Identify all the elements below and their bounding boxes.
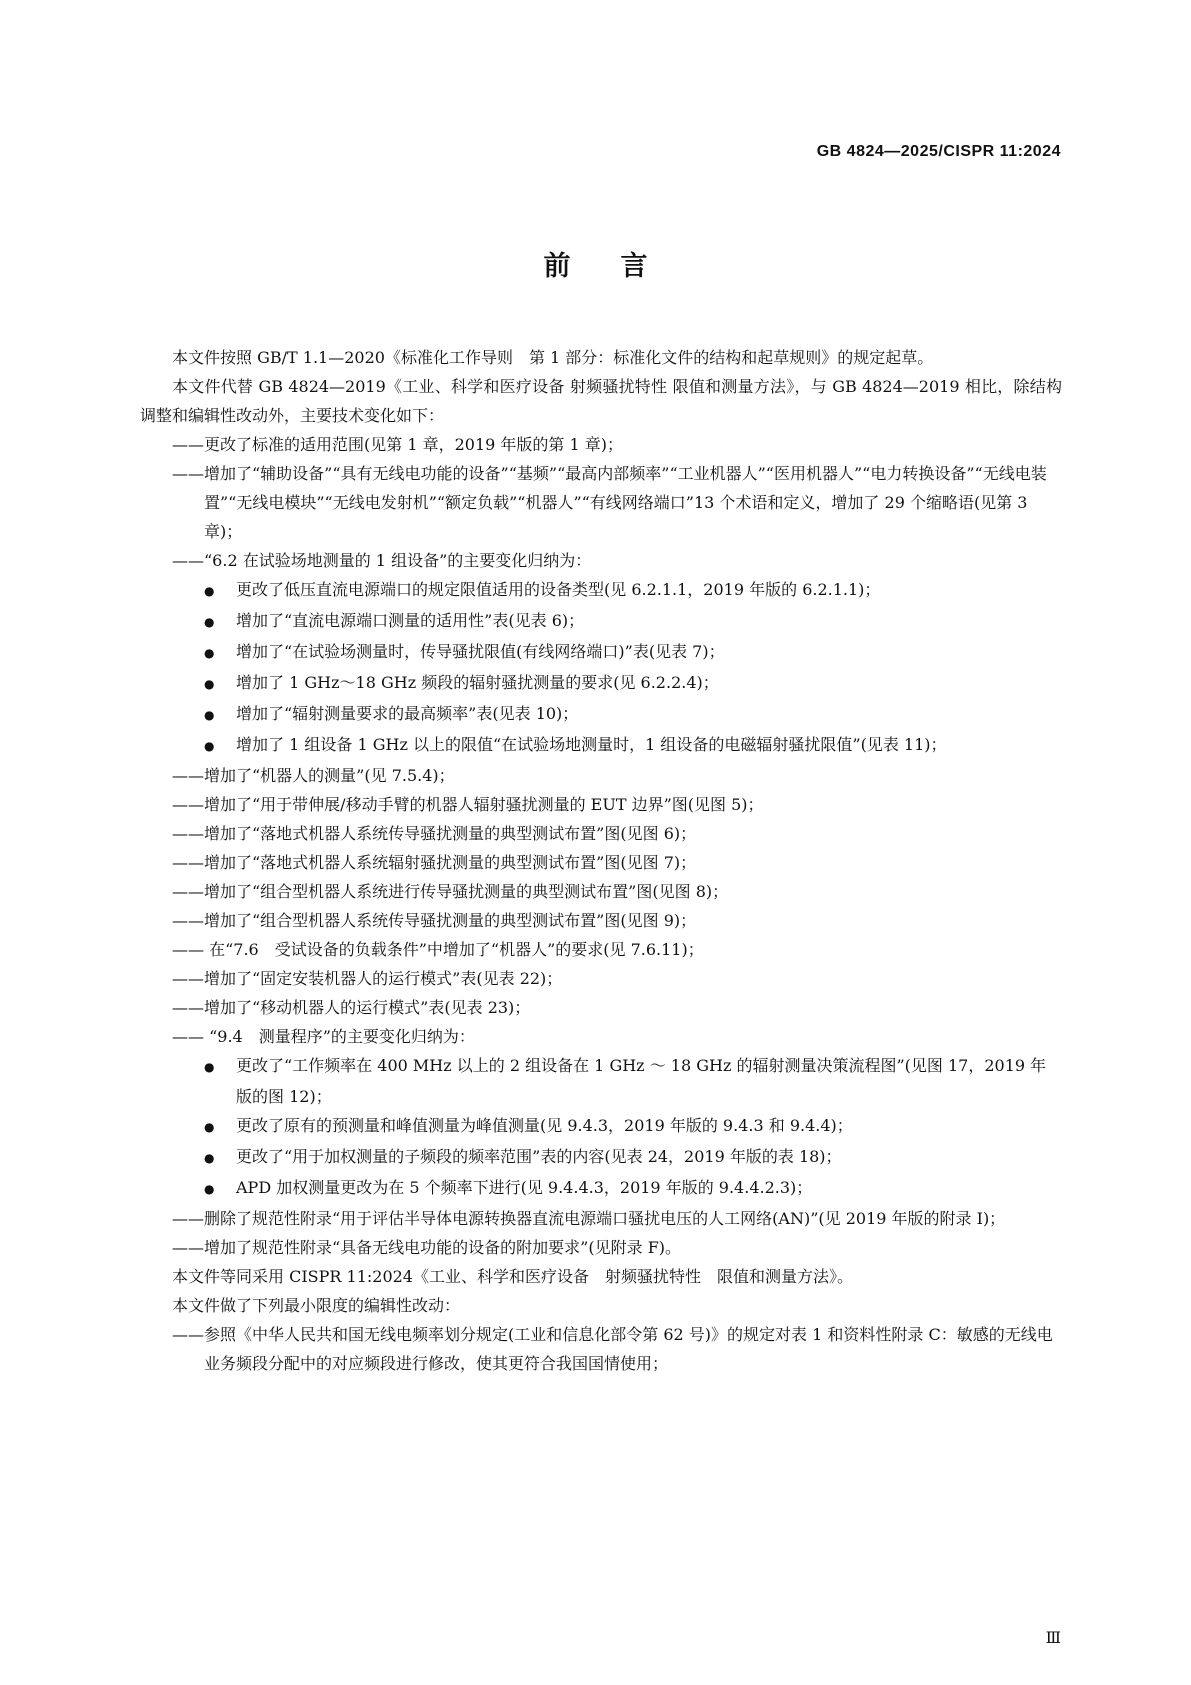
- dash-item: ——增加了“辅助设备”“具有无线电功能的设备”“基频”“最高内部频率”“工业机器人”“医用机器人”“电力转换设备”“无线电装置”“无线电模块”“无线电发射机”“额定负载”“机器人”“有线网络端口”13 个术语和定义，增加了 29 个缩略语(见第 3 章)；: [140, 459, 1062, 546]
- dash-item: —— “9.4 测量程序”的主要变化归纳为：: [140, 1022, 1062, 1051]
- bullet-item: ● APD 加权测量更改为在 5 个频率下进行(见 9.4.4.3，2019 年版的 9.4.4.2.3)；: [140, 1173, 1062, 1204]
- dash-item: ——增加了“移动机器人的运行模式”表(见表 23)；: [140, 993, 1062, 1022]
- bullet-icon: ●: [204, 646, 215, 660]
- bullet-icon: ●: [204, 1060, 215, 1074]
- dash-mark: ——: [172, 464, 204, 483]
- bullet-icon: ●: [204, 739, 215, 753]
- bullet-icon: ●: [204, 584, 215, 598]
- paragraph: 本文件做了下列最小限度的编辑性改动：: [172, 1296, 461, 1315]
- dash-mark: ——: [172, 882, 204, 901]
- dash-mark: ——: [172, 940, 204, 959]
- dash-mark: ——: [172, 911, 204, 930]
- dash-item: ——增加了规范性附录“具备无线电功能的设备的附加要求”(见附录 F)。: [140, 1233, 1062, 1262]
- dash-mark: ——: [172, 1325, 204, 1344]
- bullet-icon: ●: [204, 1120, 215, 1134]
- bullet-icon: ●: [204, 1151, 215, 1165]
- dash-item: ——增加了“固定安装机器人的运行模式”表(见表 22)；: [140, 964, 1062, 993]
- dash-item: ——增加了“用于带伸展/移动手臂的机器人辐射骚扰测量的 EUT 边界”图(见图 5)；: [140, 790, 1062, 819]
- dash-item: ——参照《中华人民共和国无线电频率划分规定(工业和信息化部令第 62 号)》的规定对表 1 和资料性附录 C：敏感的无线电业务频段分配中的对应频段进行修改，使其更符合我国国情使用；: [140, 1320, 1062, 1378]
- dash-item: ——删除了规范性附录“用于评估半导体电源转换器直流电源端口骚扰电压的人工网络(AN)”(见 2019 年版的附录 I)；: [140, 1204, 1062, 1233]
- dash-item: ——增加了“组合型机器人系统传导骚扰测量的典型测试布置”图(见图 9)；: [140, 906, 1062, 935]
- dash-item: ——更改了标准的适用范围(见第 1 章，2019 年版的第 1 章)；: [140, 430, 1062, 459]
- dash-mark: ——: [172, 998, 204, 1017]
- dash-item: ——增加了“落地式机器人系统传导骚扰测量的典型测试布置”图(见图 6)；: [140, 819, 1062, 848]
- page-title: 前言: [543, 251, 698, 282]
- bullet-item: ● 增加了“在试验场测量时，传导骚扰限值(有线网络端口)”表(见表 7)；: [140, 637, 1062, 668]
- dash-mark: ——: [172, 1209, 204, 1228]
- paragraph: 本文件按照 GB/T 1.1—2020《标准化工作导则 第 1 部分：标准化文件的结构和起草规则》的规定起草。: [172, 348, 934, 367]
- paragraph: 本文件代替 GB 4824—2019《工业、科学和医疗设备 射频骚扰特性 限值和测量方法》，与 GB 4824—2019 相比，除结构调整和编辑性改动外，主要技术变化如下：: [140, 377, 1062, 425]
- dash-item: ——增加了“机器人的测量”(见 7.5.4)；: [140, 761, 1062, 790]
- dash-mark: ——: [172, 766, 204, 785]
- dash-mark: ——: [172, 853, 204, 872]
- dash-item: —— 在“7.6 受试设备的负载条件”中增加了“机器人”的要求(见 7.6.11)；: [140, 935, 1062, 964]
- bullet-icon: ●: [204, 1182, 215, 1196]
- paragraph: 本文件等同采用 CISPR 11:2024《工业、科学和医疗设备 射频骚扰特性 限值和测量方法》。: [172, 1267, 853, 1286]
- dash-mark: ——: [172, 551, 204, 570]
- bullet-item: ● 更改了低压直流电源端口的规定限值适用的设备类型(见 6.2.1.1，2019 年版的 6.2.1.1)；: [140, 575, 1062, 606]
- dash-item: ——“6.2 在试验场地测量的 1 组设备”的主要变化归纳为：: [140, 546, 1062, 575]
- bullet-item: ● 更改了“工作频率在 400 MHz 以上的 2 组设备在 1 GHz ～ 18 GHz 的辐射测量决策流程图”(见图 17，2019 年版的图 12)；: [140, 1051, 1062, 1111]
- dash-item: ——增加了“组合型机器人系统进行传导骚扰测量的典型测试布置”图(见图 8)；: [140, 877, 1062, 906]
- dash-mark: ——: [172, 969, 204, 988]
- dash-mark: ——: [172, 1238, 204, 1257]
- bullet-item: ● 更改了原有的预测量和峰值测量为峰值测量(见 9.4.3，2019 年版的 9.4.3 和 9.4.4)；: [140, 1111, 1062, 1142]
- bullet-item: ● 增加了 1 GHz～18 GHz 频段的辐射骚扰测量的要求(见 6.2.2.4)；: [140, 668, 1062, 699]
- dash-mark: ——: [172, 795, 204, 814]
- bullet-icon: ●: [204, 615, 215, 629]
- dash-mark: ——: [172, 824, 204, 843]
- dash-item: ——增加了“落地式机器人系统辐射骚扰测量的典型测试布置”图(见图 7)；: [140, 848, 1062, 877]
- dash-mark: ——: [172, 1027, 204, 1046]
- foreword-body: [140, 343, 1062, 1378]
- bullet-icon: ●: [204, 677, 215, 691]
- bullet-item: ● 增加了“直流电源端口测量的适用性”表(见表 6)；: [140, 606, 1062, 637]
- bullet-item: ● 增加了 1 组设备 1 GHz 以上的限值“在试验场地测量时，1 组设备的电磁辐射骚扰限值”(见表 11)；: [140, 730, 1062, 761]
- dash-mark: ——: [172, 435, 204, 454]
- page-number: Ⅲ: [1045, 1628, 1061, 1647]
- bullet-item: ● 增加了“辐射测量要求的最高频率”表(见表 10)；: [140, 699, 1062, 730]
- standard-code-header: GB 4824—2025/CISPR 11:2024: [816, 143, 1061, 160]
- bullet-item: ● 更改了“用于加权测量的子频段的频率范围”表的内容(见表 24，2019 年版的表 18)；: [140, 1142, 1062, 1173]
- bullet-icon: ●: [204, 708, 215, 722]
